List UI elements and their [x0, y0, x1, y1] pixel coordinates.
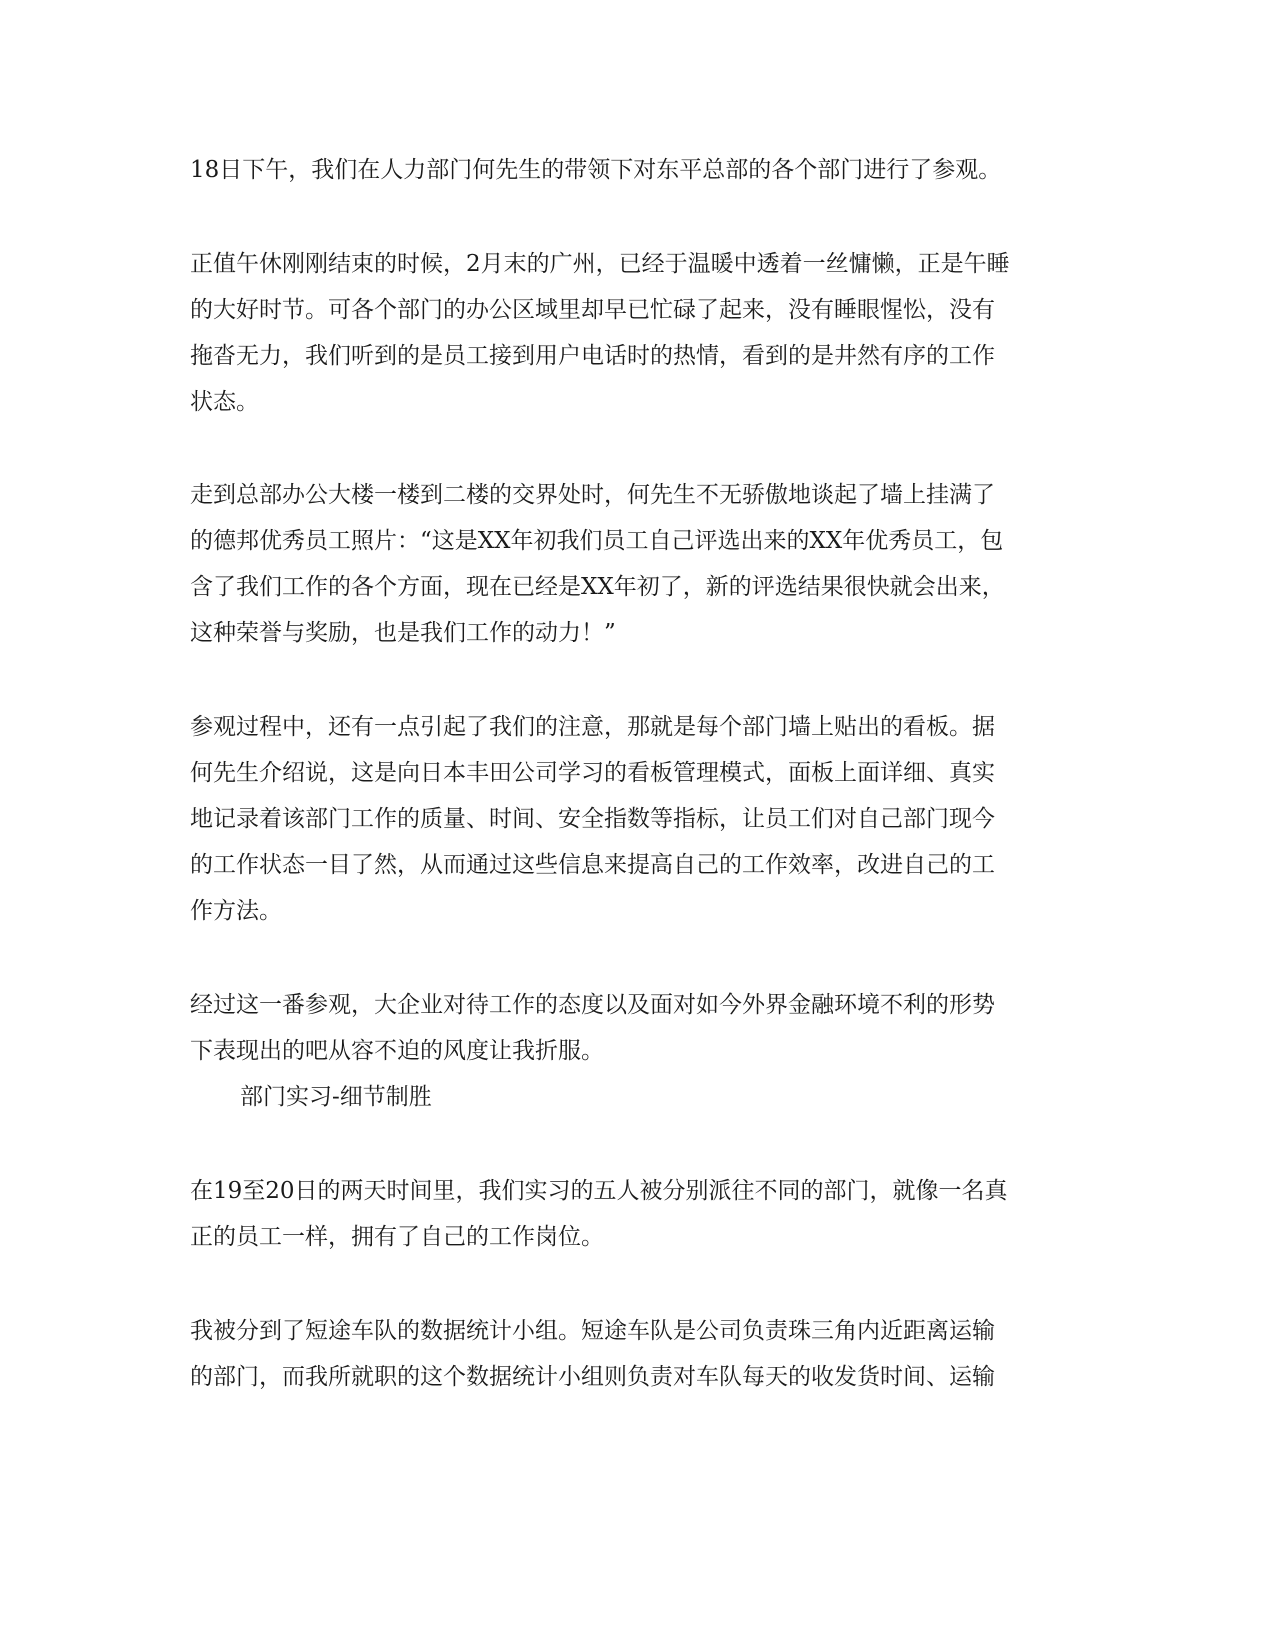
paragraph-line: 这种荣誉与奖励，也是我们工作的动力！”	[190, 620, 616, 646]
paragraph-line: 含了我们工作的各个方面，现在已经是XX年初了，新的评选结果很快就会出来，	[190, 574, 1005, 600]
paragraph-line: 参观过程中，还有一点引起了我们的注意，那就是每个部门墙上贴出的看板。据	[190, 714, 995, 740]
paragraph-line: 作方法。	[190, 898, 282, 924]
paragraph-line: 走到总部办公大楼一楼到二楼的交界处时，何先生不无骄傲地谈起了墙上挂满了	[190, 482, 995, 508]
paragraph-line: 状态。	[190, 389, 259, 415]
paragraph-line: 的部门，而我所就职的这个数据统计小组则负责对车队每天的收发货时间、运输	[190, 1364, 995, 1390]
paragraph-line: 正值午休刚刚结束的时候，2月末的广州，已经于温暖中透着一丝慵懒，正是午睡	[190, 251, 1010, 277]
paragraph-line: 正的员工一样，拥有了自己的工作岗位。	[190, 1224, 604, 1250]
paragraph-line: 何先生介绍说，这是向日本丰田公司学习的看板管理模式，面板上面详细、真实	[190, 760, 995, 786]
paragraph-line: 的德邦优秀员工照片：“这是XX年初我们员工自己评选出来的XX年优秀员工，包	[190, 528, 1004, 554]
paragraph-line: 的工作状态一目了然，从而通过这些信息来提高自己的工作效率，改进自己的工	[190, 852, 995, 878]
paragraph-line: 下表现出的吧从容不迫的风度让我折服。	[190, 1038, 604, 1064]
paragraph-line: 拖沓无力，我们听到的是员工接到用户电话时的热情，看到的是井然有序的工作	[190, 343, 995, 369]
paragraph-line: 地记录着该部门工作的质量、时间、安全指数等指标，让员工们对自己部门现今	[190, 806, 995, 832]
paragraph-line: 经过这一番参观，大企业对待工作的态度以及面对如今外界金融环境不利的形势	[190, 992, 995, 1018]
paragraph-line: 我被分到了短途车队的数据统计小组。短途车队是公司负责珠三角内近距离运输	[190, 1318, 995, 1344]
section-heading: 部门实习-细节制胜	[240, 1084, 432, 1110]
paragraph-line: 的大好时节。可各个部门的办公区域里却早已忙碌了起来，没有睡眼惺忪，没有	[190, 297, 995, 323]
paragraph-line: 在19至20日的两天时间里，我们实习的五人被分别派往不同的部门，就像一名真	[190, 1178, 1008, 1204]
paragraph-line: 18日下午，我们在人力部门何先生的带领下对东平总部的各个部门进行了参观。	[190, 157, 1002, 183]
